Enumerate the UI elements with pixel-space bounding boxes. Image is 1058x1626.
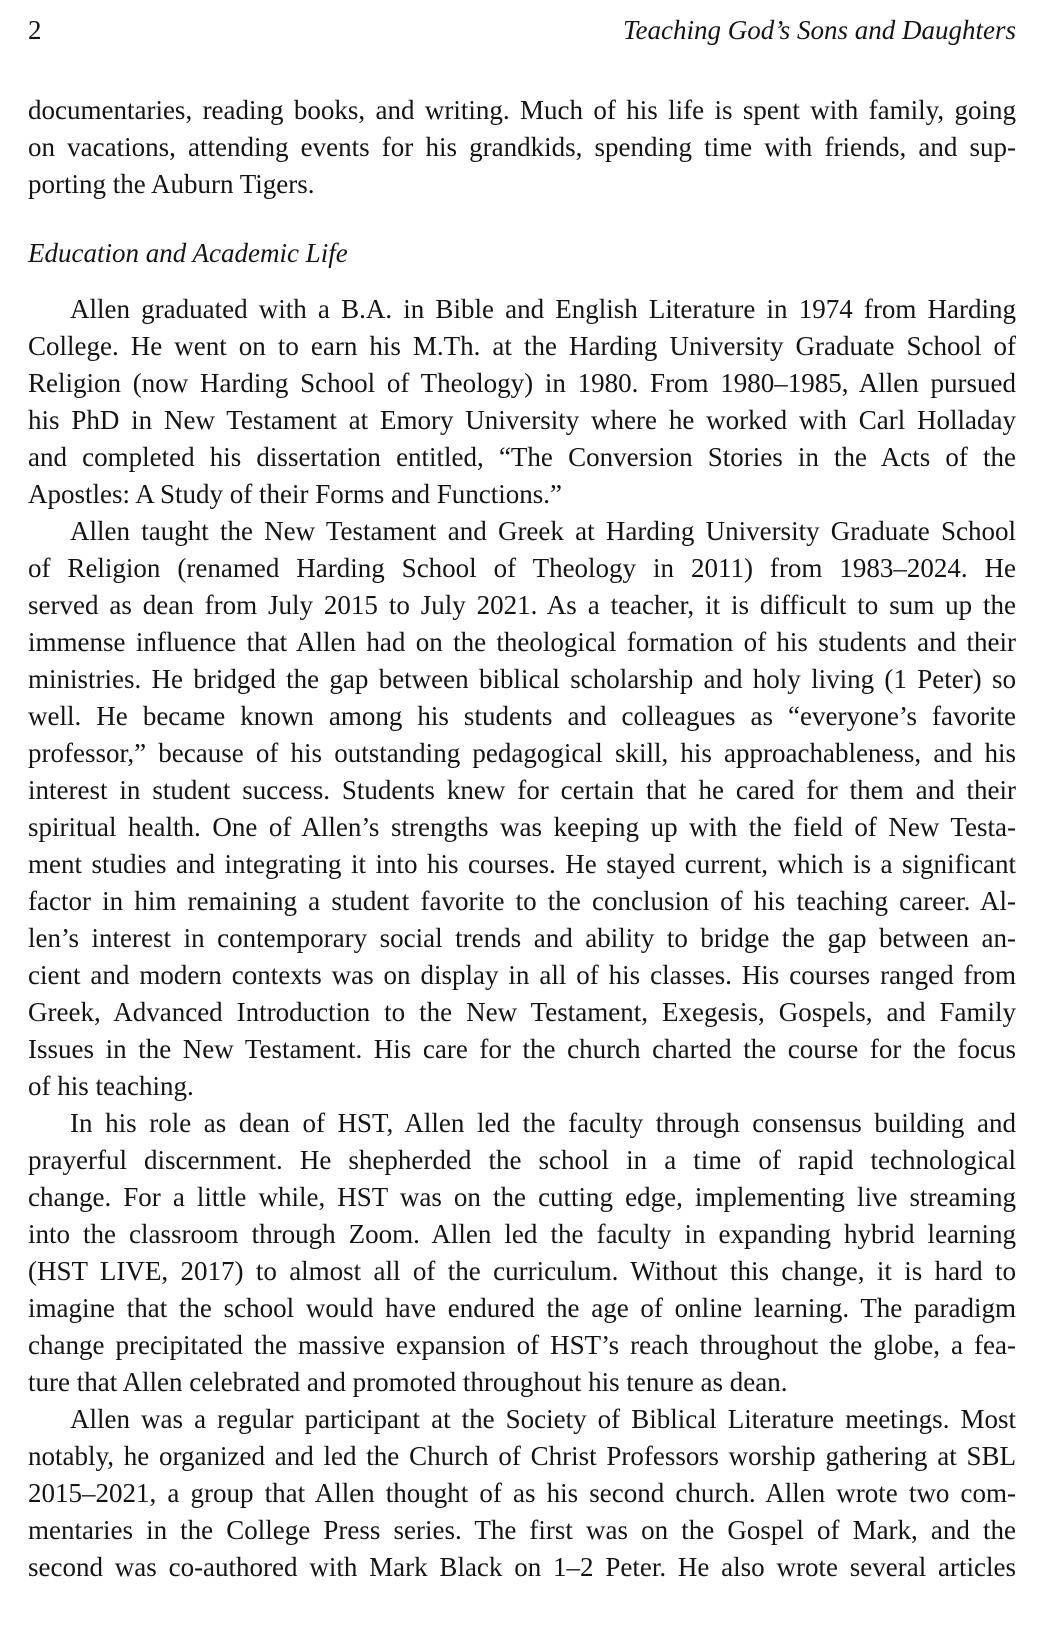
text-line: Allen was a regular participant at the Society of Biblical Literature meetings. Most xyxy=(70,1404,1016,1434)
text-line: notably, he organized and led the Church of Christ Professors worship gathering at SBL xyxy=(28,1441,1016,1471)
text-line: Allen taught the New Testament and Greek at Harding University Graduate School xyxy=(70,516,1016,546)
text-line: change. For a little while, HST was on the cutting edge, implementing live streaming xyxy=(28,1182,1016,1212)
text-line: on vacations, attending events for his grandkids, spending time with friends, and sup- xyxy=(28,132,1016,162)
paragraph xyxy=(28,1401,1016,1586)
paragraph xyxy=(28,291,1016,513)
paragraph xyxy=(28,1105,1016,1401)
text-line: (HST LIVE, 2017) to almost all of the curriculum. Without this change, it is hard to xyxy=(28,1256,1016,1286)
text-line: ment studies and integrating it into his courses. He stayed current, which is a significant xyxy=(28,849,1016,879)
paragraph xyxy=(28,513,1016,1105)
text-line: cient and modern contexts was on display in all of his classes. His courses ranged from xyxy=(28,960,1016,990)
text-line: well. He became known among his students and colleagues as “everyone’s favorite xyxy=(28,701,1016,731)
text-line: spiritual health. One of Allen’s strengths was keeping up with the field of New Testa- xyxy=(28,812,1016,842)
body-text xyxy=(28,92,1016,1586)
text-line: Allen graduated with a B.A. in Bible and English Literature in 1974 from Harding xyxy=(70,294,1016,324)
text-line: into the classroom through Zoom. Allen led the faculty in expanding hybrid learning xyxy=(28,1219,1016,1249)
text-line: and completed his dissertation entitled, “The Conversion Stories in the Acts of the xyxy=(28,442,1016,472)
text-line: Religion (now Harding School of Theology) in 1980. From 1980–1985, Allen pursued xyxy=(28,368,1016,398)
text-line: Apostles: A Study of their Forms and Functions.” xyxy=(28,479,563,509)
text-line: imagine that the school would have endured the age of online learning. The paradigm xyxy=(28,1293,1016,1323)
text-line: 2015–2021, a group that Allen thought of as his second church. Allen wrote two com- xyxy=(28,1478,1016,1508)
text-line: prayerful discernment. He shepherded the school in a time of rapid technological xyxy=(28,1145,1016,1175)
text-line: served as dean from July 2015 to July 2021. As a teacher, it is difficult to sum up the xyxy=(28,590,1016,620)
page-number: 2 xyxy=(28,15,42,45)
text-line: interest in student success. Students knew for certain that he cared for them and their xyxy=(28,775,1016,805)
text-line: porting the Auburn Tigers. xyxy=(28,169,315,199)
text-line: second was co-authored with Mark Black on 1–2 Peter. He also wrote several articles xyxy=(28,1552,1016,1582)
text-line: change precipitated the massive expansion of HST’s reach throughout the globe, a fea- xyxy=(28,1330,1016,1360)
text-line: mentaries in the College Press series. The first was on the Gospel of Mark, and the xyxy=(28,1515,1016,1545)
text-line: documentaries, reading books, and writing. Much of his life is spent with family, going xyxy=(28,95,1016,125)
section-heading: Education and Academic Life xyxy=(28,238,348,268)
text-line: professor,” because of his outstanding pedagogical skill, his approachableness, and his xyxy=(28,738,1016,768)
text-line: factor in him remaining a student favorite to the conclusion of his teaching career. Al- xyxy=(28,886,1016,916)
running-title: Teaching God’s Sons and Daughters xyxy=(622,15,1016,45)
paragraph xyxy=(28,92,1016,203)
text-line: immense influence that Allen had on the theological formation of his students and their xyxy=(28,627,1016,657)
text-line: College. He went on to earn his M.Th. at the Harding University Graduate School of xyxy=(28,331,1016,361)
text-line: len’s interest in contemporary social trends and ability to bridge the gap between an- xyxy=(28,923,1016,953)
text-line: ministries. He bridged the gap between biblical scholarship and holy living (1 Peter) so xyxy=(28,664,1016,694)
text-line: Greek, Advanced Introduction to the New Testament, Exegesis, Gospels, and Family xyxy=(28,997,1016,1027)
text-line: ture that Allen celebrated and promoted throughout his tenure as dean. xyxy=(28,1367,788,1397)
text-line: Issues in the New Testament. His care for the church charted the course for the focus xyxy=(28,1034,1016,1064)
text-line: In his role as dean of HST, Allen led the faculty through consensus building and xyxy=(70,1108,1016,1138)
running-header xyxy=(28,15,1016,45)
text-line: of his teaching. xyxy=(28,1071,194,1101)
text-line: of Religion (renamed Harding School of Theology in 2011) from 1983–2024. He xyxy=(28,553,1016,583)
text-line: his PhD in New Testament at Emory University where he worked with Carl Holladay xyxy=(28,405,1016,435)
